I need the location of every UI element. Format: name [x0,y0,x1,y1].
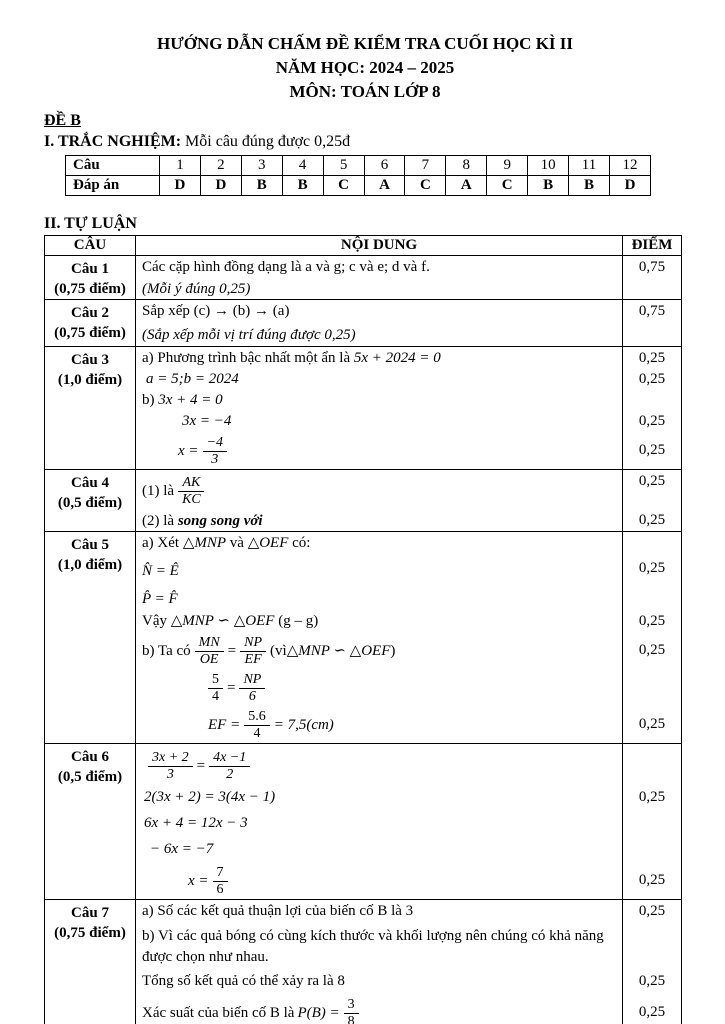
answer-line: $\frac{5}{4}$ = $\frac{NP}{6}$ [136,669,681,706]
fraction: $\frac{5}{4}$ [208,672,223,705]
answer-content-cell [136,470,681,531]
table-row-cau7 [45,900,681,1024]
score-cell: 0,25 [622,432,681,469]
document-title-block [44,32,686,104]
mcq-question-label: Câu [66,156,160,176]
answer-line: Sắp xếp (c) → (b) → (a) 0,75 [136,300,681,324]
table-row-cau2 [45,300,681,347]
answer-line: x = $\frac{-4}{3}$ 0,25 [136,432,681,469]
mcq-question-number: 9 [487,156,528,176]
mcq-answer: C [487,176,528,196]
question-number: Câu 7 [71,905,109,921]
score-cell [622,278,681,299]
section-2-title: II. TỰ LUẬN [44,215,137,232]
mcq-answer: D [609,176,650,196]
fraction: $\frac{3x + 2}{3}$ [148,750,193,783]
score-cell [622,838,681,862]
mcq-answer: C [405,176,446,196]
answer-content-cell [136,300,681,346]
answer-content-cell [136,347,681,469]
mcq-question-number: 10 [528,156,569,176]
score-cell [622,924,681,968]
score-cell: 0,25 [622,554,681,582]
answer-line: x = $\frac{7}{6}$ 0,25 [136,862,681,899]
mcq-question-number: 4 [282,156,323,176]
fraction: $\frac{AK}{KC}$ [178,475,205,508]
answer-line: a) Phương trình bậc nhất một ẩn là 5x + 2024 = 0 0,25 [136,347,681,368]
question-number: Câu 6 [71,749,109,765]
answer-line: − 6x = −7 [136,838,681,862]
mcq-answer: B [241,176,282,196]
mcq-answer-label: Đáp án [66,176,160,196]
essay-answer-table [44,235,682,1024]
answer-line: Vậy △MNP ∽ △OEF (g – g) 0,25 [136,610,681,632]
score-cell [622,532,681,554]
mcq-question-number: 12 [609,156,650,176]
mcq-answer: A [446,176,487,196]
score-cell [622,324,681,346]
answer-line: b) Vì các quả bóng có cùng kích thước và khối lượng nên chúng có khả năng được chọn như nhau. [136,924,681,968]
question-label-cell [45,300,136,346]
document-title: HƯỚNG DẪN CHẤM ĐỀ KIỂM TRA CUỐI HỌC KÌ II [156,34,574,53]
fraction: $\frac{5.6}{4}$ [244,709,270,742]
answer-line: (2) là song song với 0,25 [136,510,681,531]
score-cell: 0,75 [622,256,681,278]
score-cell: 0,25 [622,368,681,389]
question-points: (0,75 điểm) [54,325,126,341]
answer-line: b) 3x + 4 = 0 [136,389,681,410]
mcq-answer: B [282,176,323,196]
mcq-question-number: 5 [323,156,364,176]
mcq-answer: B [528,176,569,196]
score-cell: 0,25 [622,470,681,510]
answer-line: N̂ = Ê 0,25 [136,554,681,582]
table-row-cau4 [45,470,681,532]
mcq-question-number: 11 [569,156,610,176]
score-cell: 0,75 [622,300,681,324]
mcq-question-number: 3 [241,156,282,176]
mcq-question-number: 7 [405,156,446,176]
score-cell: 0,25 [622,862,681,899]
table-row-cau3 [45,347,681,470]
exam-code-label: ĐỀ B [44,112,81,129]
mcq-question-number: 1 [160,156,201,176]
score-cell [622,669,681,706]
answer-line: P̂ = F̂ [136,582,681,610]
score-cell: 0,25 [622,900,681,924]
score-cell [622,582,681,610]
answer-line: 3x = −4 0,25 [136,410,681,432]
header-diem: ĐIỂM [622,236,681,255]
school-year: NĂM HỌC: 2024 – 2025 [275,58,455,77]
answer-content-cell [136,900,681,1024]
answer-line: Xác suất của biến cố B là P(B) = $\frac{3}{8}$ 0,25 [136,994,681,1024]
answer-line: Các cặp hình đồng dạng là a và g; c và e; d và f. 0,75 [136,256,681,278]
section-1-title: I. TRẮC NGHIỆM: [44,133,182,150]
section-1-note: Mỗi câu đúng được 0,25đ [181,133,351,150]
answer-line: Tổng số kết quả có thể xảy ra là 8 0,25 [136,968,681,994]
mcq-question-number: 8 [446,156,487,176]
question-number: Câu 1 [71,261,109,277]
answer-line: a) Xét △MNP và △OEF có: [136,532,681,554]
question-points: (1,0 điểm) [57,372,123,388]
answer-line: EF = $\frac{5.6}{4}$ = 7,5(cm) 0,25 [136,706,681,743]
score-cell: 0,25 [622,968,681,994]
mcq-answer: C [323,176,364,196]
fraction: $\frac{4x -1}{2}$ [209,750,250,783]
score-cell: 0,25 [622,610,681,632]
score-cell [622,812,681,838]
answer-line: (Sắp xếp mỗi vị trí đúng được 0,25) [136,324,681,346]
answer-line: (Mỗi ý đúng 0,25) [136,278,681,299]
question-points: (1,0 điểm) [57,557,123,573]
question-points: (0,75 điểm) [54,925,126,941]
answer-line: 2(3x + 2) = 3(4x − 1) 0,25 [136,786,681,812]
mcq-question-number: 2 [200,156,241,176]
question-points: (0,75 điểm) [54,281,126,297]
answer-line: (1) là $\frac{AK}{KC}$ 0,25 [136,470,681,510]
mcq-question-number: 6 [364,156,405,176]
question-label-cell [45,470,136,531]
score-cell: 0,25 [622,994,681,1024]
table-row-cau6 [45,744,681,900]
score-cell [622,744,681,786]
answer-line: a) Số các kết quả thuận lợi của biến cố B là 3 0,25 [136,900,681,924]
score-cell: 0,25 [622,786,681,812]
fraction: $\frac{-4}{3}$ [203,435,227,468]
table-row-cau1 [45,256,681,300]
mcq-answer: A [364,176,405,196]
score-cell: 0,25 [622,410,681,432]
question-label-cell [45,744,136,899]
subject-line: MÔN: TOÁN LỚP 8 [289,82,441,101]
question-points: (0,5 điểm) [57,495,123,511]
table-row-cau5 [45,532,681,744]
answer-line: $\frac{3x + 2}{3}$ = $\frac{4x -1}{2}$ [136,744,681,786]
mcq-answer: D [160,176,201,196]
answer-line: 6x + 4 = 12x − 3 [136,812,681,838]
question-number: Câu 4 [71,475,109,491]
answer-content-cell [136,744,681,899]
fraction: $\frac{MN}{OE}$ [195,635,224,668]
score-cell: 0,25 [622,347,681,368]
mcq-answer-row [66,176,651,196]
answer-content-cell [136,256,681,299]
header-noidung: NỘI DUNG [340,237,418,253]
fraction: $\frac{3}{8}$ [344,997,359,1024]
question-number: Câu 5 [71,537,109,553]
header-cau: CÂU [45,236,136,255]
answer-line: a = 5;b = 2024 0,25 [136,368,681,389]
question-number: Câu 2 [71,305,109,321]
fraction: $\frac{NP}{6}$ [239,672,265,705]
score-cell: 0,25 [622,632,681,669]
fraction: $\frac{7}{6}$ [213,865,228,898]
question-label-cell [45,900,136,1024]
mcq-answer: D [200,176,241,196]
essay-table-header [45,236,681,256]
mcq-answer: B [569,176,610,196]
score-cell: 0,25 [622,706,681,743]
answer-content-cell [136,532,681,743]
question-points: (0,5 điểm) [57,769,123,785]
section-1-heading [44,131,686,152]
question-label-cell [45,347,136,469]
score-cell [622,389,681,410]
question-number: Câu 3 [71,352,109,368]
multiple-choice-answer-table [65,155,651,196]
mcq-question-row [66,156,651,176]
fraction: $\frac{NP}{EF}$ [240,635,266,668]
question-label-cell [45,256,136,299]
score-cell: 0,25 [622,510,681,531]
question-label-cell [45,532,136,743]
answer-line: b) Ta có $\frac{MN}{OE}$ = $\frac{NP}{EF}$ (vì △MNP ∽ △OEF ) 0,25 [136,632,681,669]
